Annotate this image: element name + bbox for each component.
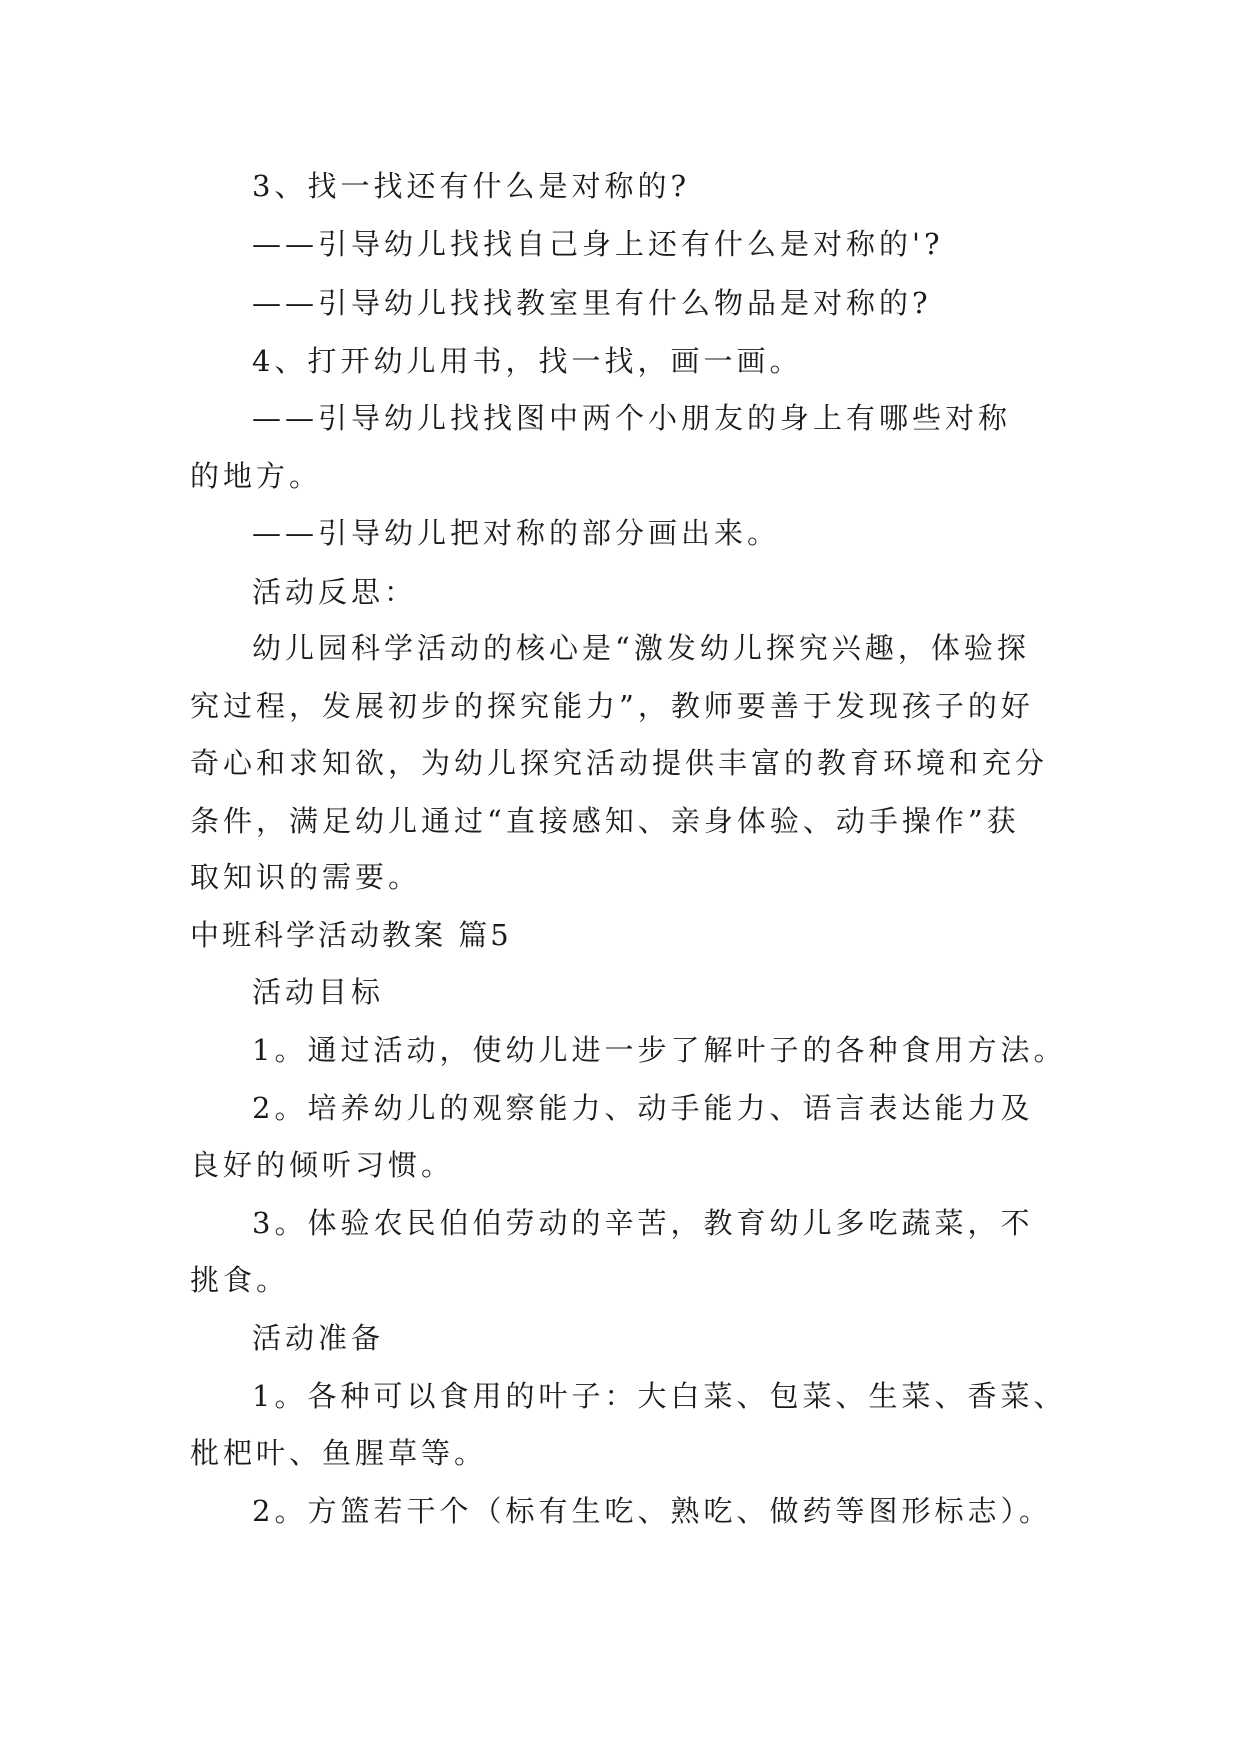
text-line: 究过程，发展初步的探究能力”，教师要善于发现孩子的好 <box>190 689 1034 723</box>
text-line: ——引导幼儿找找教室里有什么物品是对称的? <box>252 286 932 320</box>
text-line: 枇杷叶、鱼腥草等。 <box>190 1436 488 1470</box>
text-line: 3、找一找还有什么是对称的? <box>252 169 690 203</box>
text-line: 3。体验农民伯伯劳动的辛苦，教育幼儿多吃蔬菜，不 <box>252 1206 1034 1240</box>
text-line: 良好的倾听习惯。 <box>190 1148 455 1182</box>
text-line: 的地方。 <box>190 459 323 493</box>
section-label: 活动目标 <box>252 975 385 1009</box>
text-line: 条件，满足幼儿通过“直接感知、亲身体验、动手操作”获 <box>190 804 1020 838</box>
text-line: ——引导幼儿找找自己身上还有什么是对称的'? <box>252 227 944 261</box>
section-label: 活动准备 <box>252 1321 385 1355</box>
text-line: 1。各种可以食用的叶子：大白菜、包菜、生菜、香菜、 <box>252 1379 1067 1413</box>
text-line: 幼儿园科学活动的核心是“激发幼儿探究兴趣，体验探 <box>252 631 1030 665</box>
text-line: 挑食。 <box>190 1263 290 1297</box>
text-line: 2。培养幼儿的观察能力、动手能力、语言表达能力及 <box>252 1091 1034 1125</box>
text-line: 4、打开幼儿用书，找一找，画一画。 <box>252 344 803 378</box>
text-line: 1。通过活动，使幼儿进一步了解叶子的各种食用方法。 <box>252 1033 1067 1067</box>
text-line: ——引导幼儿找找图中两个小朋友的身上有哪些对称 <box>252 401 1012 435</box>
text-line: 取知识的需要。 <box>190 860 422 894</box>
section-heading: 中班科学活动教案 篇5 <box>190 918 512 952</box>
text-line: 奇心和求知欲，为幼儿探究活动提供丰富的教育环境和充分 <box>190 746 1049 780</box>
text-line: ——引导幼儿把对称的部分画出来。 <box>252 516 781 550</box>
section-label: 活动反思： <box>252 575 418 609</box>
text-line: 2。方篮若干个（标有生吃、熟吃、做药等图形标志）。 <box>252 1494 1052 1528</box>
